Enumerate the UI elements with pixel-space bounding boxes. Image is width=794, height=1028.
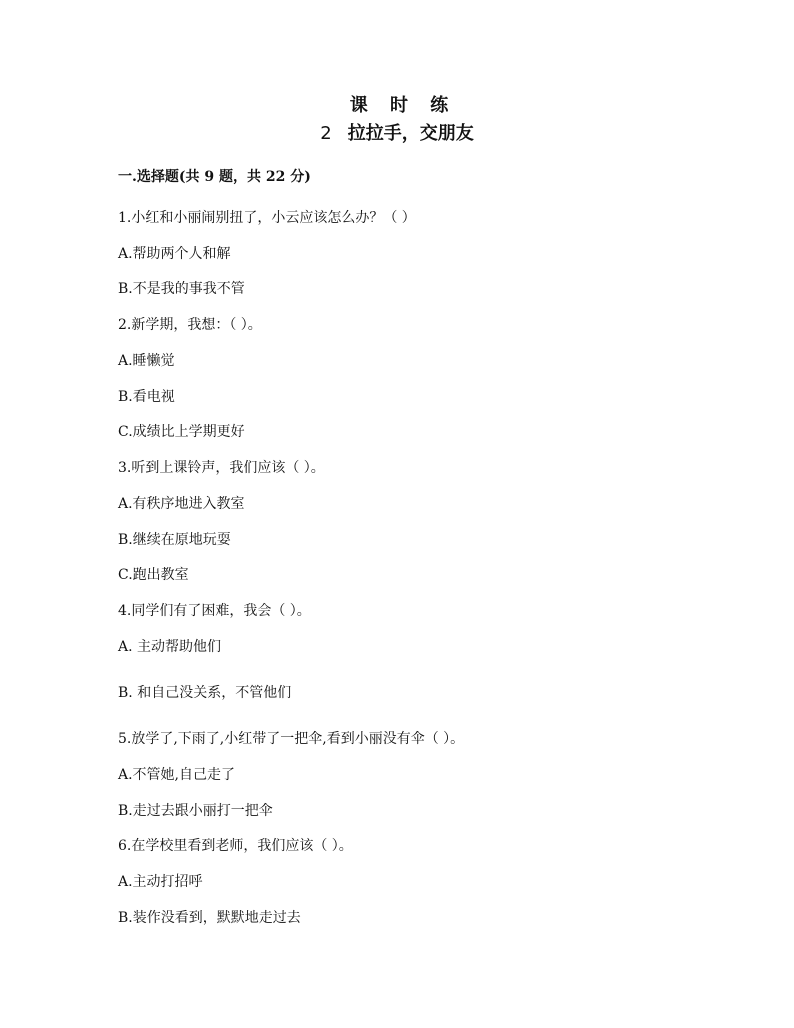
lesson-title — [0, 123, 794, 145]
page-title: 课 时 练 — [349, 95, 457, 116]
lesson-number: 2 — [320, 123, 332, 144]
question-4: 4.同学们有了困难，我会（ ）。 — [118, 603, 311, 619]
lesson-name: 拉拉手，交朋友 — [347, 123, 474, 144]
option-4b: B. 和自己没关系，不管他们 — [118, 685, 292, 701]
option-3c: C.跑出教室 — [118, 567, 189, 583]
option-6a: A.主动打招呼 — [118, 874, 203, 890]
option-2a: A.睡懒觉 — [118, 353, 175, 369]
option-2b: B.看电视 — [118, 389, 175, 405]
option-3a: A.有秩序地进入教室 — [118, 496, 245, 512]
option-5b: B.走过去跟小丽打一把伞 — [118, 803, 273, 819]
option-6b: B.装作没看到，默默地走过去 — [118, 910, 301, 926]
section-heading: 一.选择题(共 9 题，共 22 分) — [118, 169, 311, 185]
option-1b: B.不是我的事我不管 — [118, 281, 245, 297]
option-5a: A.不管她,自己走了 — [118, 767, 236, 783]
question-5: 5.放学了,下雨了,小红带了一把伞,看到小丽没有伞（ ）。 — [118, 731, 465, 747]
question-3: 3.听到上课铃声，我们应该（ ）。 — [118, 460, 325, 476]
option-2c: C.成绩比上学期更好 — [118, 424, 245, 440]
question-2: 2.新学期，我想：（ ）。 — [118, 317, 262, 333]
option-1a: A.帮助两个人和解 — [118, 246, 231, 262]
option-4a: A. 主动帮助他们 — [118, 639, 222, 655]
question-1: 1.小红和小丽闹别扭了，小云应该怎么办？（ ） — [118, 210, 416, 226]
question-6: 6.在学校里看到老师，我们应该（ ）。 — [118, 838, 353, 854]
option-3b: B.继续在原地玩耍 — [118, 532, 231, 548]
